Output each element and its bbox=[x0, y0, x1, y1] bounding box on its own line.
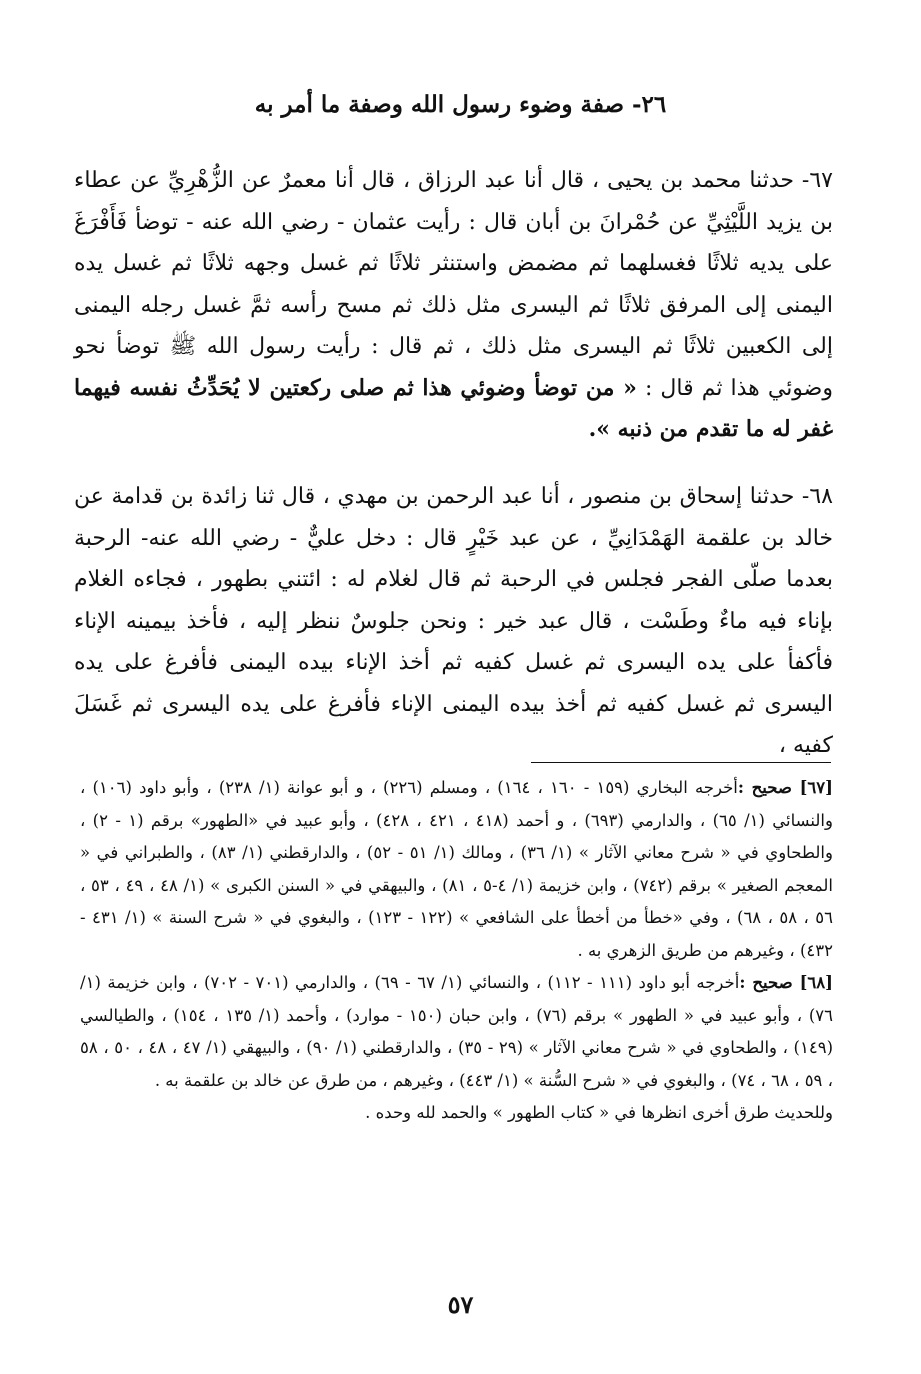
hadith-68-text: ٦٨- حدثنا إسحاق بن منصور ، أنا عبد الرحمن بن مهدي ، قال ثنا زائدة بن قدامة عن خالد بن علقمة الهَمْدَانِيِّ ، عن عبد خَيْرٍ قال : دخل عليٌّ - رضي الله عنه- الرحبة بعدما صلّى الفجر فجلس في الرحبة ثم قال لغلام له : ائتني بطهور ، فجاءه الغلام بإناء فيه ماءٌ وطَسْت ، قال عبد خير : ونحن جلوسٌ ننظر إليه ، فأخذ بيمينه الإناء فأكفأ على يده اليسرى ثم غسل كفيه ثم أخذ الإناء بيده اليمنى فأفرغ على يده اليسرى ثم غسل كفيه ثم أخذ بيده اليمنى الإناء فأفرغ على يده اليسرى ثم غَسَلَ كفيه ، bbox=[74, 484, 833, 758]
footnotes bbox=[80, 772, 833, 1130]
hadith-67-quote: « من توضأ وضوئي هذا ثم صلى ركعتين لا يُحَدِّثُ نفسه فيهما غفر له ما تقدم من ذنبه ». bbox=[74, 374, 833, 442]
hadith-67 bbox=[74, 160, 833, 451]
footnote-68-text: أخرجه أبو داود (١١١ - ١١٢) ، والنسائي (١/ ٦٧ - ٦٩) ، والدارمي (٧٠١ - ٧٠٢) ، وابن خزيمة (١/ ٧٦) ، وأبو عبيد في « الطهور » برقم (٧٦) ، وابن حبان (١٥٠ - موارد) ، وأحمد (١/ ١٣٥ ، ١٥٤) ، والطيالسي (١٤٩) ، والطحاوي في « شرح معاني الآثار » (٢٩ - ٣٥) ، والدارقطني (١/ ٩٠) ، والبيهقي (١/ ٤٧ ، ٤٨ ، ٥٠ ، ٥٨ ، ٥٩ ، ٦٨ ، ٧٤) ، والبغوي في « شرح السُّنة » (١/ ٤٤٣) ، وغيرهم ، من طرق عن خالد بن علقمة به . bbox=[80, 973, 833, 1090]
page-number: ٥٧ bbox=[447, 1290, 474, 1319]
hadith-67-text: ٦٧- حدثنا محمد بن يحيى ، قال أنا عبد الرزاق ، قال أنا معمرٌ عن الزُّهْرِيِّ عن عطاء بن يزيد اللَّيْثِيِّ عن حُمْرانَ بن أبان قال : رأيت عثمان - رضي الله عنه - توضأ فَأَفْرَغَ على يديه ثلاثًا فغسلهما ثم مضمض واستنثر ثلاثًا ثم غسل وجهه ثلاثًا ثم غسل يده اليمنى إلى المرفق ثلاثًا ثم اليسرى مثل ذلك ثم مسح رأسه ثمَّ غسل رجله اليمنى إلى الكعبين ثلاثًا ثم اليسرى مثل ذلك ، ثم قال : رأيت رسول الله ﷺ توضأ نحو وضوئي هذا ثم قال : bbox=[74, 168, 834, 401]
footnote-separator bbox=[531, 762, 831, 763]
chapter-title: ٢٦- صفة وضوء رسول الله وصفة ما أمر به bbox=[254, 91, 667, 118]
footnote-closing: وللحديث طرق أخرى انظرها في « كتاب الطهور » والحمد لله وحده . bbox=[365, 1103, 833, 1122]
footnote-67 bbox=[80, 772, 833, 967]
footnote-67-text: أخرجه البخاري (١٥٩ - ١٦٠ ، ١٦٤) ، ومسلم (٢٢٦) ، و أبو عوانة (١/ ٢٣٨) ، وأبو داود (١٠٦) ، والنسائي (١/ ٦٥) ، والدارمي (٦٩٣) ، و أحمد (٤١٨ ، ٤٢١ ، ٤٢٨) ، وأبو عبيد في «الطهور» برقم (١ - ٢) ، والطحاوي في « شرح معاني الآثار » (١/ ٣٦) ، ومالك (١/ ٥١ - ٥٢) ، والدارقطني (١/ ٨٣) ، والطبراني في « المعجم الصغير » برقم (٧٤٢) ، وابن خزيمة (١/ ٤-٥ ، ٨١) ، والبيهقي في « السنن الكبرى » (١/ ٤٨ ، ٤٩ ، ٥٣ ، ٥٦ ، ٥٨ ، ٦٨) ، وفي «خطأ من أخطأ على الشافعي » (١٢٢ - ١٢٣) ، والبغوي في « شرح السنة » (١/ ٤٣١ - ٤٣٢) ، وغيرهم من طريق الزهري به . bbox=[80, 778, 833, 960]
hadith-68 bbox=[74, 476, 833, 767]
footnote-68 bbox=[80, 967, 833, 1097]
footnote-68-label: [٦٨] صحيح : bbox=[739, 973, 833, 992]
footnote-67-label: [٦٧] صحيح : bbox=[737, 778, 833, 797]
